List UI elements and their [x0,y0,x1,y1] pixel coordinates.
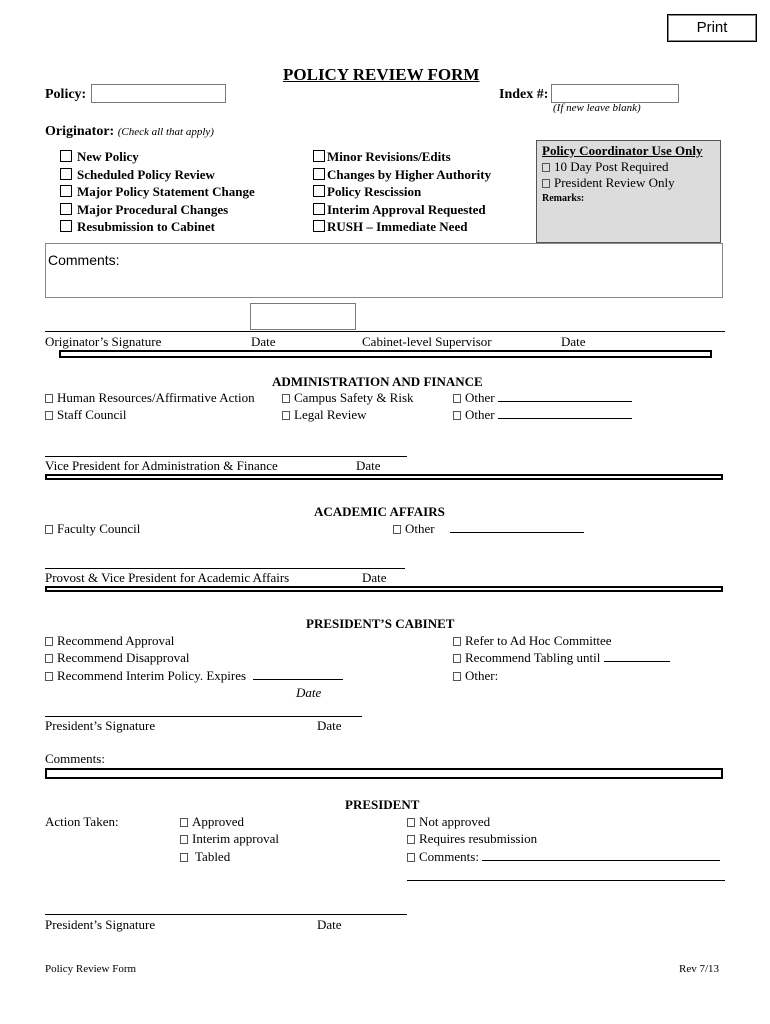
cabinet-comments-label: Comments: [45,751,105,766]
list-item[interactable]: Recommend Approval [45,633,174,649]
checkbox[interactable] [542,163,550,172]
checkbox[interactable] [180,835,188,844]
list-item[interactable]: Requires resubmission [407,831,537,847]
date-note: Date [296,685,322,700]
originator-left-list [60,148,255,236]
comments-line[interactable] [407,880,725,881]
checkbox[interactable] [407,835,415,844]
list-item[interactable]: Other [453,407,632,423]
checkbox[interactable] [180,818,188,827]
checkbox[interactable] [60,150,72,162]
admin-heading: ADMINISTRATION AND FINANCE [272,374,483,389]
comments-line[interactable] [482,849,720,861]
list-item[interactable]: Recommend Disapproval [45,650,190,666]
provost-signature-label: Provost & Vice President for Academic Affairs [45,570,290,585]
list-item[interactable]: 10 Day Post Required [542,159,715,175]
comments-box[interactable] [45,243,723,298]
date-label: Date [362,570,387,585]
list-item[interactable]: President Review Only [542,175,715,191]
other-line[interactable] [498,390,632,402]
date-label: Date [356,458,381,473]
checkbox[interactable] [313,168,325,180]
checkbox[interactable] [313,203,325,215]
list-item[interactable]: Other [393,521,584,537]
list-item[interactable]: Campus Safety & Risk [282,390,414,406]
list-item[interactable]: Other: [453,668,498,684]
checkbox[interactable] [45,411,53,420]
list-item[interactable]: Minor Revisions/Edits [313,148,491,166]
checkbox[interactable] [313,150,325,162]
checkbox[interactable] [453,637,461,646]
supervisor-label: Cabinet-level Supervisor [362,334,492,349]
list-item[interactable]: Tabled [180,849,230,865]
list-item[interactable]: Recommend Tabling until [453,650,670,666]
checkbox[interactable] [542,179,550,188]
originator-right-list [313,148,491,236]
coordinator-box [536,140,721,243]
originator-signature-label: Originator’s Signature [45,334,162,349]
action-taken-label: Action Taken: [45,814,119,829]
signature-line [45,716,362,717]
expires-line[interactable] [253,668,343,680]
print-button[interactable]: Print [667,14,757,42]
list-item[interactable]: Major Policy Statement Change [60,183,255,201]
tabling-line[interactable] [604,650,670,662]
signature-line [45,914,407,915]
list-item[interactable]: Recommend Interim Policy. Expires [45,668,343,684]
checkbox[interactable] [282,394,290,403]
president-heading: PRESIDENT [345,797,420,812]
footer-revision: Rev 7/13 [679,963,720,975]
date-input[interactable] [250,303,356,330]
originator-label: Originator: [45,124,115,139]
list-item[interactable]: Faculty Council [45,521,140,537]
list-item[interactable]: Refer to Ad Hoc Committee [453,633,612,649]
president-signature-label: President’s Signature [45,718,156,733]
divider [45,586,723,592]
list-item[interactable]: Other [453,390,632,406]
vp-admin-signature-label: Vice President for Administration & Finance [45,458,278,473]
list-item[interactable]: Interim Approval Requested [313,201,491,219]
president-final-signature-label: President’s Signature [45,917,156,932]
signature-line [45,568,405,569]
index-note: (If new leave blank) [553,102,641,114]
cabinet-heading: PRESIDENT’S CABINET [306,616,455,631]
checkbox[interactable] [60,203,72,215]
checkbox[interactable] [45,672,53,681]
list-item[interactable]: Resubmission to Cabinet [60,218,255,236]
list-item[interactable]: Comments: [407,849,720,865]
checkbox[interactable] [60,220,72,232]
checkbox[interactable] [60,168,72,180]
checkbox[interactable] [393,525,401,534]
date-label: Date [317,718,342,733]
list-item[interactable]: Not approved [407,814,490,830]
page-title: POLICY REVIEW FORM [283,65,480,84]
list-item[interactable]: Staff Council [45,407,126,423]
divider [45,474,723,480]
checkbox[interactable] [282,411,290,420]
other-line[interactable] [450,521,584,533]
list-item[interactable]: Approved [180,814,244,830]
date-label: Date [561,334,586,349]
checkbox[interactable] [453,411,461,420]
checkbox[interactable] [45,637,53,646]
footer-title: Policy Review Form [45,963,137,975]
divider [59,350,712,358]
checkbox[interactable] [45,654,53,663]
checkbox[interactable] [453,394,461,403]
checkbox[interactable] [453,672,461,681]
list-item[interactable]: Policy Rescission [313,183,491,201]
checkbox[interactable] [60,185,72,197]
academic-heading: ACADEMIC AFFAIRS [314,504,445,519]
checkbox[interactable] [45,525,53,534]
list-item[interactable]: Changes by Higher Authority [313,166,491,184]
originator-note: (Check all that apply) [117,126,214,138]
checkbox[interactable] [313,185,325,197]
date-label: Date [251,334,276,349]
other-line[interactable] [498,407,632,419]
list-item[interactable]: Major Procedural Changes [60,201,255,219]
checkbox[interactable] [45,394,53,403]
checkbox[interactable] [180,853,188,862]
signature-line [45,331,725,332]
list-item[interactable]: Interim approval [180,831,279,847]
list-item[interactable]: Scheduled Policy Review [60,166,255,184]
checkbox[interactable] [313,220,325,232]
date-label: Date [317,917,342,932]
checkbox[interactable] [407,818,415,827]
index-label: Index #: [499,87,549,102]
policy-label: Policy: [45,87,87,102]
policy-input[interactable] [91,84,226,103]
list-item[interactable]: Legal Review [282,407,367,423]
coordinator-title: Policy Coordinator Use Only [542,143,703,158]
originator-heading [45,124,214,140]
remarks-label: Remarks: [542,193,585,204]
divider [45,768,723,779]
list-item[interactable]: RUSH – Immediate Need [313,218,491,236]
list-item[interactable]: Human Resources/Affirmative Action [45,390,255,406]
checkbox[interactable] [407,853,415,862]
comments-label: Comments: [48,252,120,268]
index-input[interactable] [551,84,679,103]
list-item[interactable]: New Policy [60,148,255,166]
checkbox[interactable] [453,654,461,663]
signature-line [45,456,407,457]
